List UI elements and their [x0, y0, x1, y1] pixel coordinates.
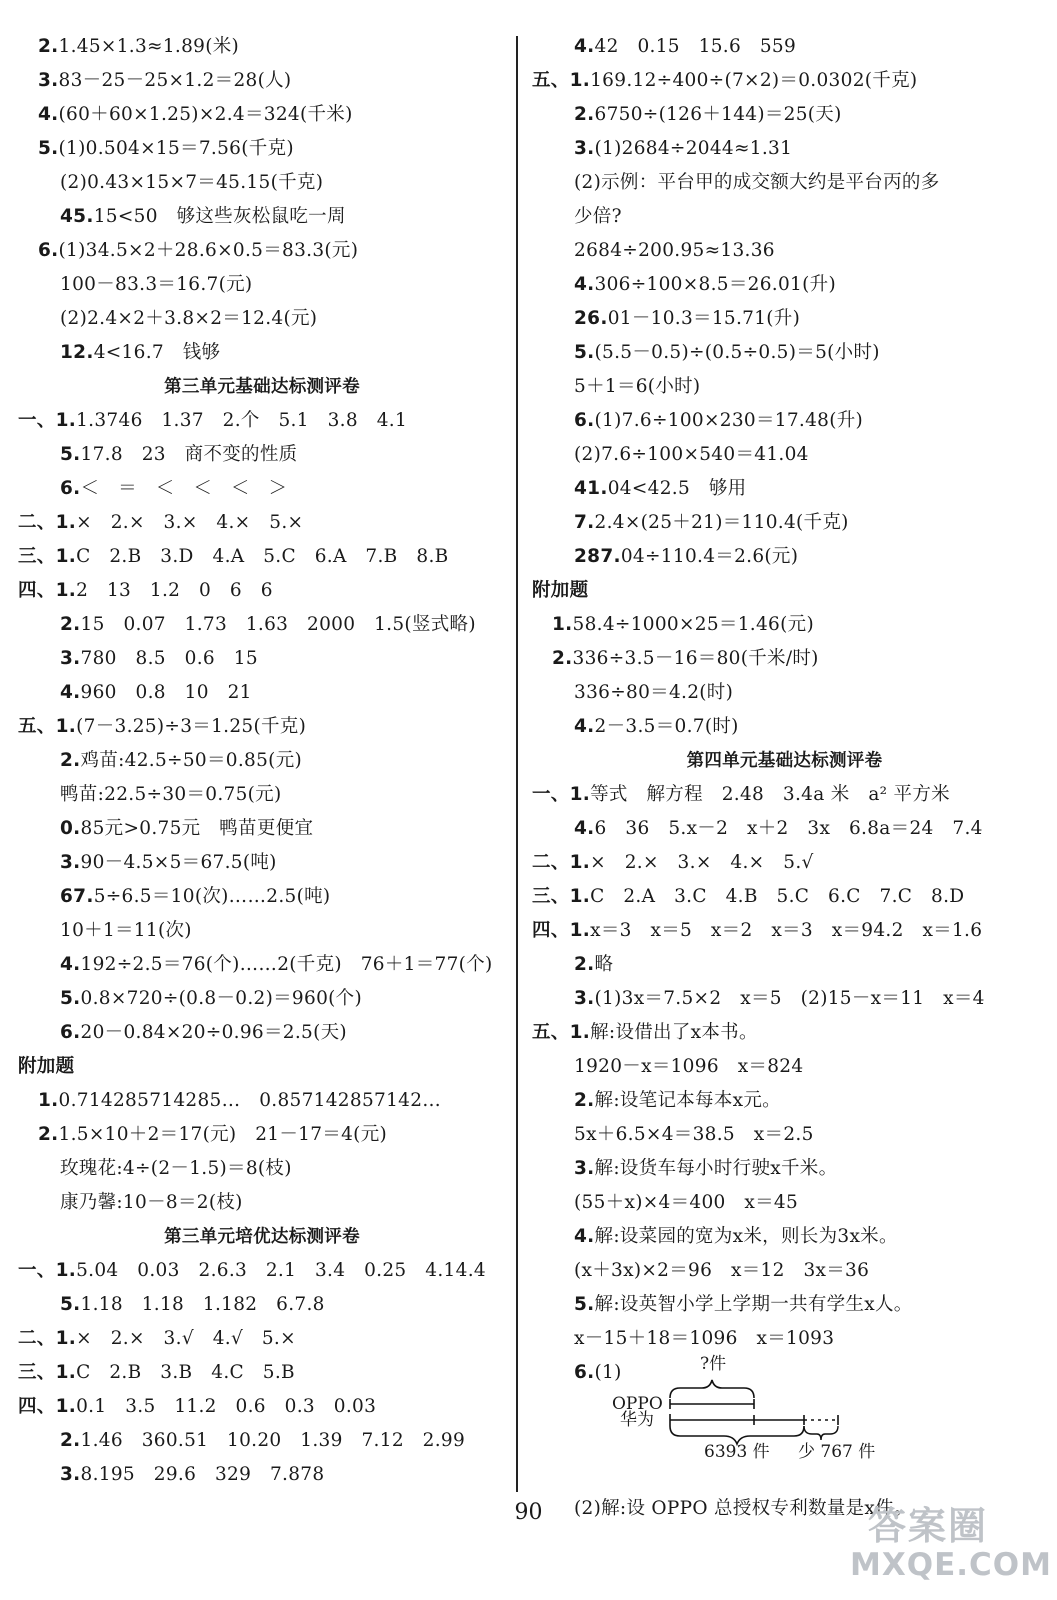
column-divider: [516, 36, 518, 1492]
page-number: 90: [514, 1500, 543, 1525]
answer-line: 5＋1＝6(小时): [574, 376, 701, 397]
answer-line: (2)7.6÷100×540＝41.04: [574, 444, 809, 465]
answer-line: 四、1.x＝3 x＝5 x＝2 x＝3 x＝94.2 x＝1.6: [532, 920, 983, 941]
answer-line: 4.306÷100×8.5＝26.01(升): [574, 274, 836, 295]
diagram-less-label: 少 767 件: [798, 1442, 876, 1462]
answer-line: 三、1.C 2.B 3.B 4.C 5.B: [18, 1362, 295, 1383]
answer-line: 5.(5.5－0.5)÷(0.5÷0.5)＝5(小时): [574, 342, 880, 363]
answer-line: x－15＋18＝1096 x＝1093: [574, 1328, 835, 1349]
answer-line: 336÷80＝4.2(时): [574, 682, 734, 703]
answer-line: 5.解:设英智小学上学期一共有学生x人。: [574, 1294, 913, 1315]
right-column: [532, 30, 1037, 1526]
answer-line: 287.04÷110.4＝2.6(元): [574, 546, 799, 567]
answer-line: 10＋1＝11(次): [60, 920, 192, 941]
answer-line: 2.1.46 360.51 10.20 1.39 7.12 2.99: [60, 1430, 466, 1451]
answer-line: 2.6750÷(126＋144)＝25(天): [574, 104, 842, 125]
answer-line: 一、1.5.04 0.03 2.6.3 2.1 3.4 0.25 4.14.4: [18, 1260, 486, 1281]
answer-line: 7.2.4×(25＋21)＝110.4(千克): [574, 512, 849, 533]
answer-line: 2.略: [574, 954, 614, 975]
answer-line: 2.解:设笔记本每本x元。: [574, 1090, 781, 1111]
answer-line: 2.336÷3.5－16＝80(千米/时): [552, 648, 819, 669]
answer-line: 6.(1): [574, 1362, 622, 1383]
answer-line: 三、1.C 2.A 3.C 4.B 5.C 6.C 7.C 8.D: [532, 886, 965, 907]
section-heading: 第三单元培优达标测评卷: [164, 1227, 360, 1247]
answer-line: 100－83.3＝16.7(元): [60, 274, 253, 295]
diagram-huawei-label: 华为: [620, 1410, 654, 1430]
diagram-oppo-label: OPPO: [612, 1394, 663, 1414]
answer-line: 2.15 0.07 1.73 1.63 2000 1.5(竖式略): [60, 614, 476, 635]
section-heading: 第三单元基础达标测评卷: [164, 377, 360, 397]
diagram-bottom-label: 6393 件: [704, 1442, 770, 1462]
answer-line: 五、1.解:设借出了x本书。: [532, 1022, 758, 1043]
answer-line: 5.0.8×720÷(0.8－0.2)＝960(个): [60, 988, 362, 1009]
watermark-top: 答案圈: [868, 1504, 989, 1548]
answer-line: 4.192÷2.5＝76(个)……2(千克) 76＋1＝77(个): [60, 954, 493, 975]
answer-line: 一、1.1.3746 1.37 2.个 5.1 3.8 4.1: [18, 410, 408, 431]
answer-line: (2)2.4×2＋3.8×2＝12.4(元): [60, 308, 318, 329]
answer-line: 2.1.45×1.3≈1.89(米): [38, 36, 240, 57]
answer-line: (2)0.43×15×7＝45.15(千克): [60, 172, 324, 193]
answer-line: (2)示例：平台甲的成交额大约是平台丙的多: [574, 172, 940, 193]
answer-line: 鸭苗:22.5÷30＝0.75(元): [60, 784, 282, 805]
answer-line: 附加题: [18, 1056, 75, 1077]
answer-line: 五、1.169.12÷400÷(7×2)＝0.0302(千克): [532, 70, 918, 91]
answer-line: 6.20－0.84×20÷0.96＝2.5(天): [60, 1022, 347, 1043]
watermark-bottom: MXQE.COM: [850, 1547, 1053, 1583]
answer-line: 5.17.8 23 商不变的性质: [60, 444, 298, 465]
answer-line: 5.1.18 1.18 1.182 6.7.8: [60, 1294, 325, 1315]
answer-line: 3.解:设货车每小时行驶x千米。: [574, 1158, 838, 1179]
answer-line: 5x＋6.5×4＝38.5 x＝2.5: [574, 1124, 814, 1145]
answer-line: 玫瑰花:4÷(2－1.5)＝8(枝): [60, 1158, 292, 1179]
answer-line: 4.6 36 5.x－2 x＋2 3x 6.8a＝24 7.4: [574, 818, 983, 839]
answer-line: 1.58.4÷1000×25＝1.46(元): [552, 614, 814, 635]
answer-line: 四、1.0.1 3.5 11.2 0.6 0.3 0.03: [18, 1396, 377, 1417]
answer-line: 五、1.(7－3.25)÷3＝1.25(千克): [18, 716, 307, 737]
answer-line: 41.04<42.5 够用: [574, 478, 747, 499]
watermark-logo: [850, 1495, 1053, 1595]
answer-line: 4.解:设菜园的宽为x米，则长为3x米。: [574, 1226, 898, 1247]
answer-line: 3.780 8.5 0.6 15: [60, 648, 258, 669]
answer-line: 二、1.× 2.× 3.× 4.× 5.×: [18, 512, 304, 533]
answer-line: 4.960 0.8 10 21: [60, 682, 252, 703]
answer-line: (x＋3x)×2＝96 x＝12 3x＝36: [574, 1260, 870, 1281]
answer-line: 少倍?: [574, 206, 622, 227]
less-brace: [804, 1426, 838, 1440]
answer-line: 3.8.195 29.6 329 7.878: [60, 1464, 325, 1485]
answer-line: 12.4<16.7 钱够: [60, 342, 221, 363]
answer-line: 1.0.714285714285… 0.857142857142…: [38, 1090, 442, 1111]
diagram-question-label: ?件: [700, 1354, 727, 1374]
answer-line: 3.83－25－25×1.2＝28(人): [38, 70, 292, 91]
oppo-huawei-diagram: [612, 1354, 912, 1476]
answer-line: 4.2－3.5＝0.7(时): [574, 716, 739, 737]
answer-line: 3.(1)2684÷2044≈1.31: [574, 138, 793, 159]
answer-line: 6.＜ ＝ ＜ ＜ ＜ ＞: [60, 478, 288, 499]
answer-line: 1920－x＝1096 x＝824: [574, 1056, 804, 1077]
answer-line: 2.1.5×10＋2＝17(元) 21－17＝4(元): [38, 1124, 388, 1145]
answer-line: 2684÷200.95≈13.36: [574, 240, 775, 261]
answer-line: 5.(1)0.504×15＝7.56(千克): [38, 138, 294, 159]
answer-line: 三、1.C 2.B 3.D 4.A 5.C 6.A 7.B 8.B: [18, 546, 449, 567]
answer-line: 4.42 0.15 15.6 559: [574, 36, 797, 57]
answer-line: 45.15<50 够这些灰松鼠吃一周: [60, 206, 346, 227]
answer-line: 67.5÷6.5＝10(次)……2.5(吨): [60, 886, 331, 907]
answer-line: 四、1.2 13 1.2 0 6 6: [18, 580, 273, 601]
answer-line: 一、1.等式 解方程 2.48 3.4a 米 a² 平方米: [532, 784, 950, 805]
answer-line: 3.(1)3x＝7.5×2 x＝5 (2)15－x＝11 x＝4: [574, 988, 985, 1009]
answer-line: 3.90－4.5×5＝67.5(吨): [60, 852, 277, 873]
answer-line: 26.01－10.3＝15.71(升): [574, 308, 801, 329]
answer-line: 二、1.× 2.× 3.√ 4.√ 5.×: [18, 1328, 296, 1349]
answer-line: 附加题: [532, 580, 589, 601]
answer-line: 4.(60＋60×1.25)×2.4＝324(千米): [38, 104, 353, 125]
oppo-brace: [670, 1380, 754, 1398]
answer-line: 二、1.× 2.× 3.× 4.× 5.√: [532, 852, 814, 873]
answer-line: (2)解:设 OPPO 总授权专利数量是x件。: [574, 1498, 913, 1519]
answer-line: 0.85元>0.75元 鸭苗更便宜: [60, 818, 314, 839]
left-column: [18, 30, 506, 1492]
answer-line: 6.(1)34.5×2＋28.6×0.5＝83.3(元): [38, 240, 359, 261]
answer-line: (55＋x)×4＝400 x＝45: [574, 1192, 799, 1213]
answer-line: 康乃馨:10－8＝2(枝): [60, 1192, 243, 1213]
answer-line: 6.(1)7.6÷100×230＝17.48(升): [574, 410, 864, 431]
section-heading: 第四单元基础达标测评卷: [686, 751, 883, 771]
answer-line: 2.鸡苗:42.5÷50＝0.85(元): [60, 750, 303, 771]
